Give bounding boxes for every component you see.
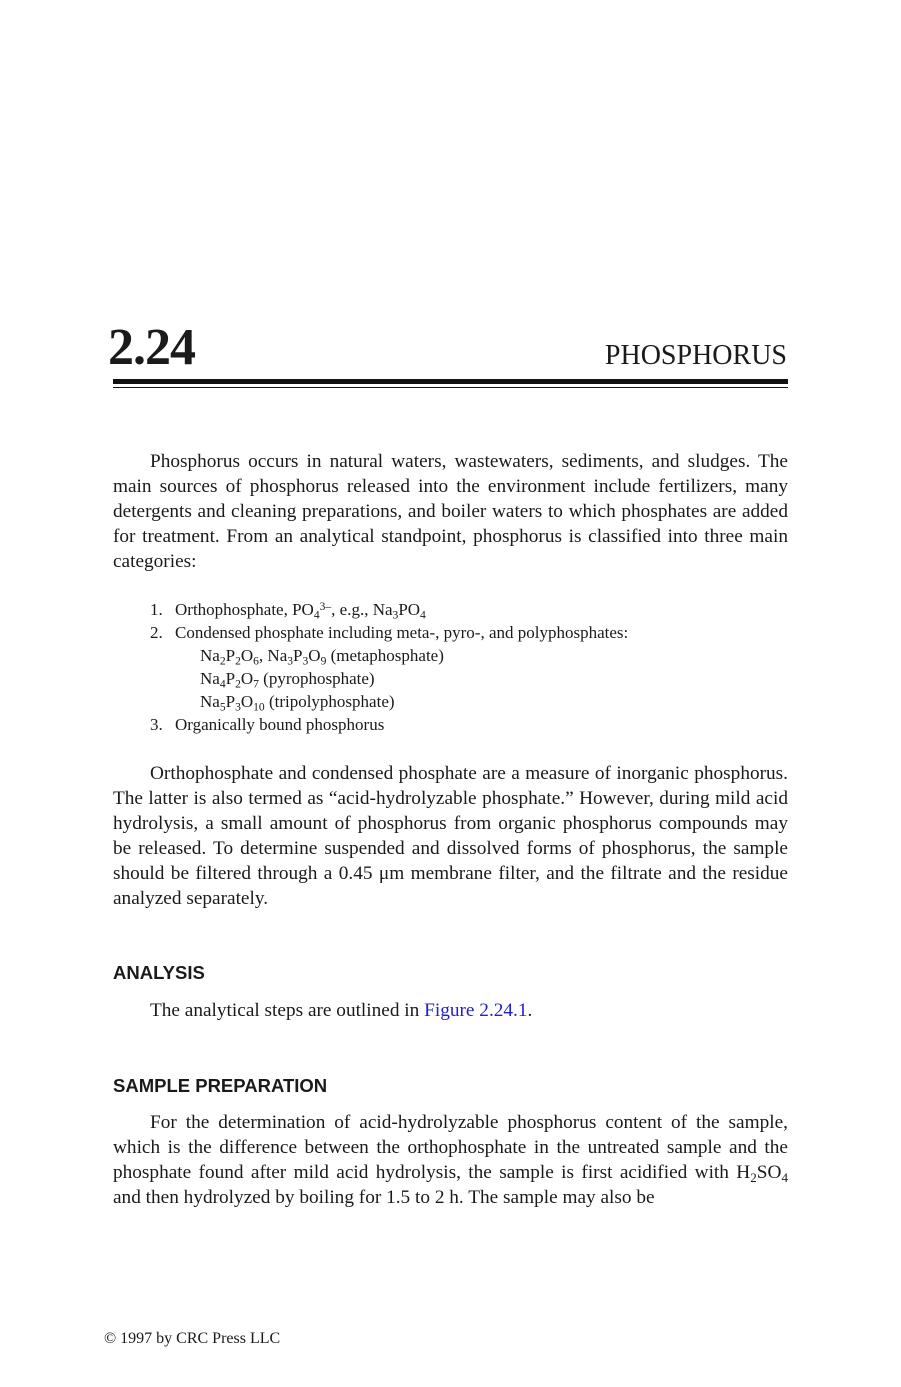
chapter-title: PHOSPHORUS [604, 340, 787, 371]
sample-preparation-paragraph: For the determination of acid-hydrolyzable phosphorus content of the sample, which is the difference between the orthophosphate in the untreated sample and the phosphate found after mild acid hydrolysis, the sample is first acidified with $H_2SO_4$ and then hydrolyzed by boiling for 1.5 to 2 h. The sample may also be [113, 1112, 788, 1208]
list-number: 3. [150, 715, 163, 734]
copyright-footer: © 1997 by CRC Press LLC [104, 1330, 281, 1347]
figure-link[interactable]: Figure 2.24.1 [424, 1000, 528, 1021]
list-item [150, 621, 790, 644]
list-text: Organically bound phosphorus [175, 715, 385, 734]
title-rule-thin [113, 387, 788, 388]
list-subitem-metaphosphate: $Na_2P_2O_6$, $Na_3P_3O_9$ (metaphosphate) [200, 646, 444, 668]
title-rule-thick [113, 379, 788, 384]
list-text: Orthophosphate, $PO_4^{3-}$, e.g., $Na_3PO_4$ [175, 599, 426, 622]
list-item [150, 713, 790, 736]
intro-paragraph: Phosphorus occurs in natural waters, wastewaters, sediments, and sludges. The main sources of phosphorus released into the environment include fertilizers, many detergents and cleaning preparations, and boiler waters to which phosphates are added for treatment. From an analytical standpoint, phosphorus is classified into three main categories: [113, 451, 788, 572]
list-text: Condensed phosphate including meta-, pyro-, and polyphosphates: [175, 623, 629, 642]
list-item [150, 598, 790, 621]
list-number: 1. [150, 600, 163, 619]
analysis-paragraph: The analytical steps are outlined in Figure 2.24.1. [150, 1000, 533, 1021]
chapter-number: 2.24 [108, 319, 195, 376]
sample-preparation-heading: SAMPLE PREPARATION [113, 1075, 328, 1096]
analysis-heading: ANALYSIS [113, 962, 205, 983]
category-list [150, 598, 790, 736]
list-subitem-pyrophosphate: $Na_4P_2O_7$ (pyrophosphate) [200, 669, 375, 691]
list-number: 2. [150, 623, 163, 642]
condensed-paragraph: Orthophosphate and condensed phosphate are a measure of inorganic phosphorus. The latter is also termed as “acid-hydrolyzable phosphate.” However, during mild acid hydrolysis, a small amount of phosphorus from organic phosphorus compounds may be released. To determine suspended and dissolved forms of phosphorus, the sample should be filtered through a 0.45 μm membrane filter, and the filtrate and the residue analyzed separately. [113, 763, 788, 909]
list-subitem-tripolyphosphate: $Na_5P_3O_{10}$ (tripolyphosphate) [200, 692, 395, 714]
